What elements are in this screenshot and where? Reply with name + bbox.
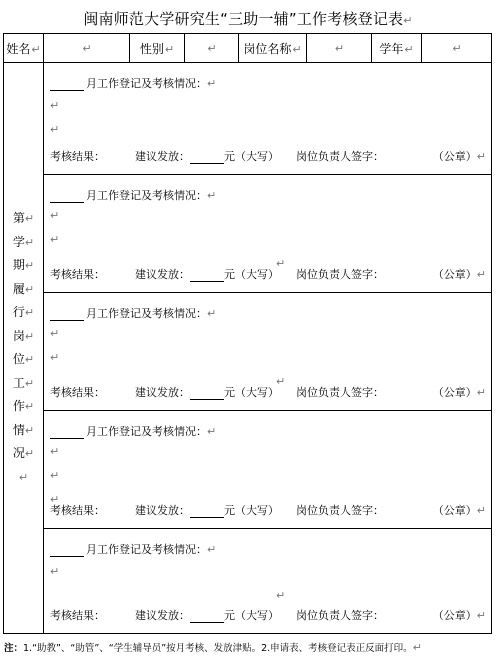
- paragraph-mark-icon: ↵: [207, 307, 217, 320]
- paragraph-mark-icon: ↵: [50, 99, 60, 112]
- paragraph-mark-icon: ↵: [276, 257, 286, 270]
- name-value-cell[interactable]: [44, 34, 130, 63]
- seal-label: （公章）: [432, 268, 477, 281]
- amount-blank[interactable]: [190, 152, 224, 164]
- side-label-text: 岗: [12, 328, 25, 343]
- position-label: 岗位名称: [243, 41, 292, 56]
- month-block-4[interactable]: [44, 411, 492, 529]
- record-line: [50, 305, 216, 321]
- suggest-group: [135, 502, 279, 518]
- side-label-text: 行: [12, 305, 25, 319]
- record-line: [50, 75, 216, 91]
- paragraph-mark-icon: ↵: [334, 42, 345, 55]
- suggest-group: [135, 384, 279, 400]
- record-line: [50, 541, 216, 557]
- month-block-1[interactable]: [44, 63, 492, 175]
- paragraph-mark-icon: ↵: [207, 42, 217, 55]
- side-label-text: 况: [12, 446, 25, 460]
- paragraph-mark-icon: ↵: [50, 565, 60, 578]
- seal-label: （公章）: [432, 150, 477, 163]
- position-label-cell: [239, 34, 307, 63]
- side-label-char: [4, 348, 43, 372]
- month-row-5: [4, 529, 492, 634]
- month-blank[interactable]: [50, 427, 84, 439]
- sign-label: 岗位负责人签字：: [296, 504, 384, 517]
- paragraph-mark-icon: ↵: [50, 209, 60, 222]
- year-label-cell: [372, 34, 422, 63]
- paragraph-mark-icon: ↵: [452, 42, 462, 55]
- note-prefix: 注：: [4, 643, 24, 654]
- paragraph-mark-icon: ↵: [24, 306, 35, 319]
- side-label-char: [4, 301, 43, 325]
- paragraph-mark-icon: ↵: [207, 189, 217, 202]
- side-label-char: [4, 395, 43, 419]
- paragraph-mark-icon: ↵: [50, 327, 60, 340]
- side-label-text: 工: [12, 375, 25, 390]
- paragraph-mark-icon: ↵: [50, 123, 60, 136]
- amount-blank[interactable]: [190, 611, 224, 623]
- paragraph-mark-icon: ↵: [476, 504, 486, 517]
- side-label-char: [4, 419, 43, 443]
- yuan-label: 元（大写）: [224, 268, 279, 281]
- month-block-3[interactable]: [44, 293, 492, 411]
- sign-label: 岗位负责人签字：: [296, 268, 384, 281]
- result-label: 考核结果：: [50, 386, 105, 399]
- record-line: [50, 423, 216, 439]
- yuan-label: 元（大写）: [224, 609, 279, 622]
- paragraph-mark-icon: ↵: [207, 425, 217, 438]
- suggest-label: 建议发放：: [135, 504, 190, 517]
- month-row-1: [4, 63, 492, 175]
- suggest-label: 建议发放：: [135, 150, 190, 163]
- seal-group: [433, 148, 486, 164]
- record-label: 月工作登记及考核情况：: [86, 77, 207, 90]
- month-blank[interactable]: [50, 191, 84, 203]
- record-line: [50, 187, 216, 203]
- seal-group: [433, 502, 486, 518]
- paragraph-mark-icon: ↵: [24, 423, 35, 437]
- month-block-5[interactable]: [44, 529, 492, 634]
- side-label-text: 期: [12, 258, 25, 272]
- yuan-label: 元（大写）: [224, 150, 279, 163]
- seal-label: （公章）: [432, 609, 477, 622]
- paragraph-mark-icon: ↵: [24, 447, 35, 460]
- month-row-4: [4, 411, 492, 529]
- position-value-cell[interactable]: [307, 34, 372, 63]
- record-label: 月工作登记及考核情况：: [86, 543, 207, 556]
- sign-label: 岗位负责人签字：: [296, 386, 384, 399]
- suggest-group: [135, 148, 279, 164]
- paragraph-mark-icon: ↵: [31, 42, 41, 56]
- side-label-text: 第: [12, 211, 25, 225]
- side-label-char: [4, 325, 43, 349]
- name-label-cell: [4, 34, 44, 63]
- name-label: 姓名: [6, 41, 31, 56]
- side-label-char: [4, 207, 43, 231]
- month-blank[interactable]: [50, 79, 84, 91]
- seal-label: （公章）: [432, 504, 477, 517]
- result-label: 考核结果：: [50, 609, 105, 622]
- side-label-char: [4, 442, 43, 466]
- sign-label: 岗位负责人签字：: [296, 150, 384, 163]
- paragraph-mark-icon: ↵: [50, 233, 60, 246]
- seal-group: [433, 607, 486, 623]
- gender-label: 性别: [139, 41, 164, 56]
- paragraph-mark-icon: ↵: [292, 42, 302, 56]
- side-label: [4, 207, 43, 489]
- suggest-label: 建议发放：: [135, 609, 190, 622]
- amount-blank[interactable]: [190, 270, 224, 282]
- paragraph-mark-icon: ↵: [476, 150, 486, 163]
- record-label: 月工作登记及考核情况：: [86, 425, 207, 438]
- amount-blank[interactable]: [190, 506, 224, 518]
- paragraph-mark-icon: ↵: [403, 14, 413, 27]
- paragraph-mark-icon: ↵: [24, 235, 35, 249]
- sign-label: 岗位负责人签字：: [296, 609, 384, 622]
- month-blank[interactable]: [50, 309, 84, 321]
- gender-label-cell: [130, 34, 185, 63]
- paragraph-mark-icon: ↵: [50, 493, 60, 506]
- paragraph-mark-icon: ↵: [50, 351, 60, 364]
- paragraph-mark-icon: ↵: [24, 376, 35, 390]
- seal-group: [433, 384, 486, 400]
- side-label-text: 位: [12, 352, 25, 366]
- note-text: 1.“助教”、“助管”、“学生辅导员”按月考核、发放津贴。2.申请表、考核登记表正反面打印。: [23, 643, 413, 654]
- suggest-label: 建议发放：: [135, 386, 190, 399]
- side-label-cell: [4, 63, 44, 634]
- paragraph-mark-icon: ↵: [50, 445, 60, 458]
- footnote: [4, 640, 422, 654]
- seal-label: （公章）: [432, 386, 477, 399]
- month-blank[interactable]: [50, 545, 84, 557]
- month-row-3: [4, 293, 492, 411]
- title-text: 闽南师范大学研究生“三助一辅”工作考核登记表: [83, 10, 404, 28]
- paragraph-mark-icon: ↵: [207, 77, 217, 90]
- side-label-text: 学: [12, 234, 25, 249]
- paragraph-mark-icon: ↵: [24, 400, 35, 413]
- paragraph-mark-icon: ↵: [24, 259, 35, 272]
- paragraph-mark-icon: ↵: [476, 609, 486, 622]
- seal-group: [433, 266, 486, 282]
- side-label-char: [4, 278, 43, 302]
- side-label-text: 作: [12, 399, 25, 413]
- side-label-char: [4, 254, 43, 278]
- record-label: 月工作登记及考核情况：: [86, 307, 207, 320]
- paragraph-mark-icon: ↵: [276, 375, 286, 388]
- result-label: 考核结果：: [50, 268, 105, 281]
- paragraph-mark-icon: ↵: [412, 641, 422, 654]
- side-label-char: [4, 231, 43, 255]
- gender-value-cell[interactable]: [185, 34, 239, 63]
- result-label: 考核结果：: [50, 504, 105, 517]
- suggest-label: 建议发放：: [135, 268, 190, 281]
- paragraph-mark-icon: ↵: [207, 543, 217, 556]
- yuan-label: 元（大写）: [224, 504, 279, 517]
- side-label-text: 履: [12, 281, 25, 296]
- paragraph-mark-icon: ↵: [476, 386, 486, 399]
- amount-blank[interactable]: [190, 388, 224, 400]
- month-row-2: [4, 175, 492, 293]
- suggest-group: [135, 266, 279, 282]
- side-label-text: 情: [12, 422, 25, 437]
- paragraph-mark-icon: ↵: [50, 469, 60, 482]
- paragraph-mark-icon: ↵: [18, 470, 29, 484]
- paragraph-mark-icon: ↵: [164, 42, 175, 56]
- assessment-form-table: [3, 33, 492, 634]
- header-row: [4, 34, 492, 63]
- paragraph-mark-icon: ↵: [24, 353, 35, 366]
- suggest-group: [135, 607, 279, 623]
- paragraph-mark-icon: ↵: [82, 42, 92, 55]
- side-label-char: [4, 372, 43, 396]
- result-label: 考核结果：: [50, 150, 105, 163]
- yuan-label: 元（大写）: [224, 386, 279, 399]
- paragraph-mark-icon: ↵: [24, 329, 35, 343]
- paragraph-mark-icon: ↵: [404, 42, 414, 56]
- month-block-2[interactable]: [44, 175, 492, 293]
- paragraph-mark-icon: ↵: [24, 282, 35, 296]
- page-title: [0, 8, 496, 29]
- paragraph-mark-icon: ↵: [476, 268, 486, 281]
- paragraph-mark-icon: ↵: [24, 212, 35, 225]
- year-value-cell[interactable]: [422, 34, 492, 63]
- record-label: 月工作登记及考核情况：: [86, 189, 207, 202]
- paragraph-mark-icon: ↵: [276, 589, 286, 602]
- year-label: 学年: [379, 41, 404, 56]
